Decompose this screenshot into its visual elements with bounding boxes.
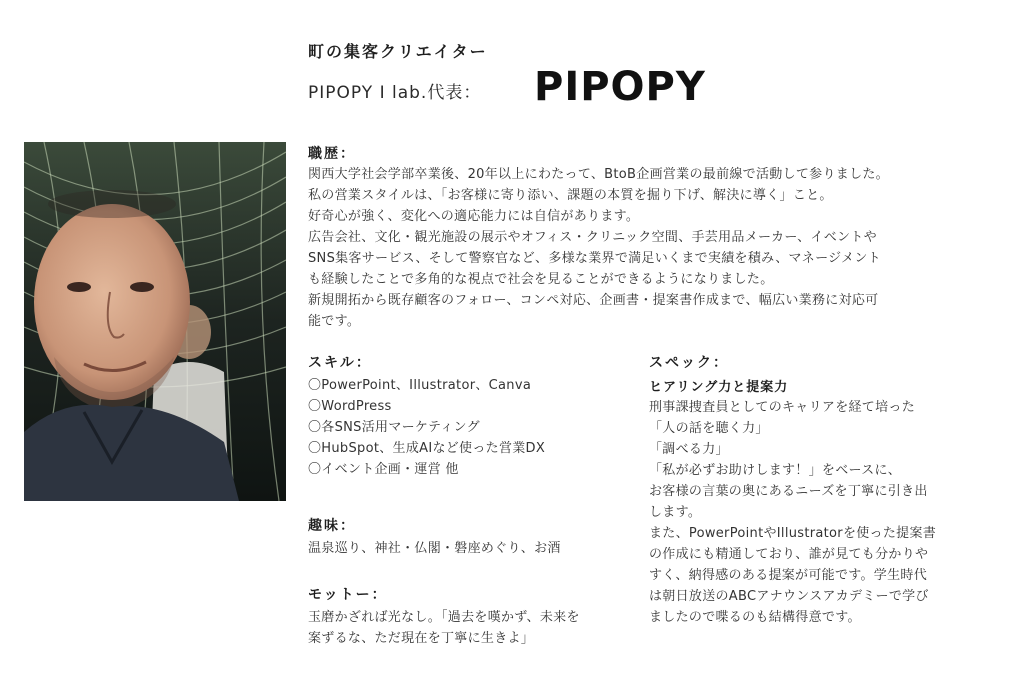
spec-line: の作成にも精通しており、誰が見ても分かりや bbox=[649, 547, 929, 562]
motto-title: モットー： bbox=[308, 587, 388, 603]
spec-line: 「私が必ずお助けします！」をベースに、 bbox=[649, 463, 902, 478]
hobbies-text: 温泉巡り、神社・仏閣・磐座めぐり、お酒 bbox=[308, 541, 561, 556]
career-line: SNS集客サービス、そして警察官など、多様な業界で満足いくまで実績を積み、マネージメント bbox=[308, 251, 881, 266]
spec-line: お客様の言葉の奥にあるニーズを丁寧に引き出 bbox=[649, 484, 928, 499]
skill-item: 〇HubSpot、生成AIなど使った営業DX bbox=[308, 441, 546, 456]
career-line: 広告会社、文化・観光施設の展示やオフィス・クリニック空間、手芸用品メーカー、イベントや bbox=[308, 230, 877, 245]
spec-line: 「調べる力」 bbox=[649, 442, 729, 457]
skill-item: 〇WordPress bbox=[308, 399, 392, 414]
career-line: 私の営業スタイルは、「お客様に寄り添い、課題の本質を掘り下げ、解決に導く」こと。 bbox=[308, 188, 833, 203]
tagline: 町の集客クリエイター bbox=[308, 42, 488, 61]
spec-line: すく、納得感のある提案が可能です。学生時代 bbox=[649, 568, 928, 583]
career-line: 好奇心が強く、変化への適応能力には自信があります。 bbox=[308, 209, 640, 224]
spec-text bbox=[649, 397, 936, 628]
portrait-photo-graphic bbox=[24, 142, 286, 501]
brand-logo-text: PIPOPY bbox=[534, 64, 706, 110]
career-line: 能です。 bbox=[308, 314, 361, 329]
spec-line: 刑事課捜査員としてのキャリアを経て培った bbox=[649, 400, 916, 415]
spec-title: スペック： bbox=[649, 355, 729, 371]
career-line: 新規開拓から既存顧客のフォロー、コンペ対応、企画書・提案書作成まで、幅広い業務に対応可 bbox=[308, 293, 879, 308]
career-line: も経験したことで多角的な視点で社会を見ることができるようになりました。 bbox=[308, 272, 774, 287]
portrait-photo bbox=[24, 142, 286, 501]
spec-line: 「人の話を聴く力」 bbox=[649, 421, 769, 436]
role-label: PIPOPY I lab.代表： bbox=[308, 83, 482, 103]
skill-item: 〇PowerPoint、Illustrator、Canva bbox=[308, 378, 532, 393]
spec-line: は朝日放送のABCアナウンスアカデミーで学び bbox=[649, 589, 929, 604]
spec-line: ましたので喋るのも結構得意です。 bbox=[649, 610, 861, 625]
spec-line: また、PowerPointやIllustratorを使った提案書 bbox=[649, 526, 937, 541]
career-line: 関西大学社会学部卒業後、20年以上にわたって、BtoB企画営業の最前線で活動して参りました。 bbox=[308, 167, 889, 182]
skills-list bbox=[308, 375, 545, 480]
skill-item: 〇各SNS活用マーケティング bbox=[308, 420, 480, 435]
motto-line: 玉磨かざれば光なし。「過去を嘆かず、未来を bbox=[308, 610, 580, 625]
motto-text bbox=[308, 607, 580, 649]
career-title: 職歴： bbox=[308, 146, 356, 162]
spec-subtitle: ヒアリング力と提案力 bbox=[649, 380, 789, 395]
skills-title: スキル： bbox=[308, 355, 372, 371]
hobbies-title: 趣味： bbox=[308, 518, 356, 534]
spec-line: します。 bbox=[649, 505, 702, 520]
skill-item: 〇イベント企画・運営 他 bbox=[308, 462, 459, 477]
career-text bbox=[308, 164, 889, 332]
motto-line: 案ずるな、ただ現在を丁寧に生きよ」 bbox=[308, 631, 535, 646]
